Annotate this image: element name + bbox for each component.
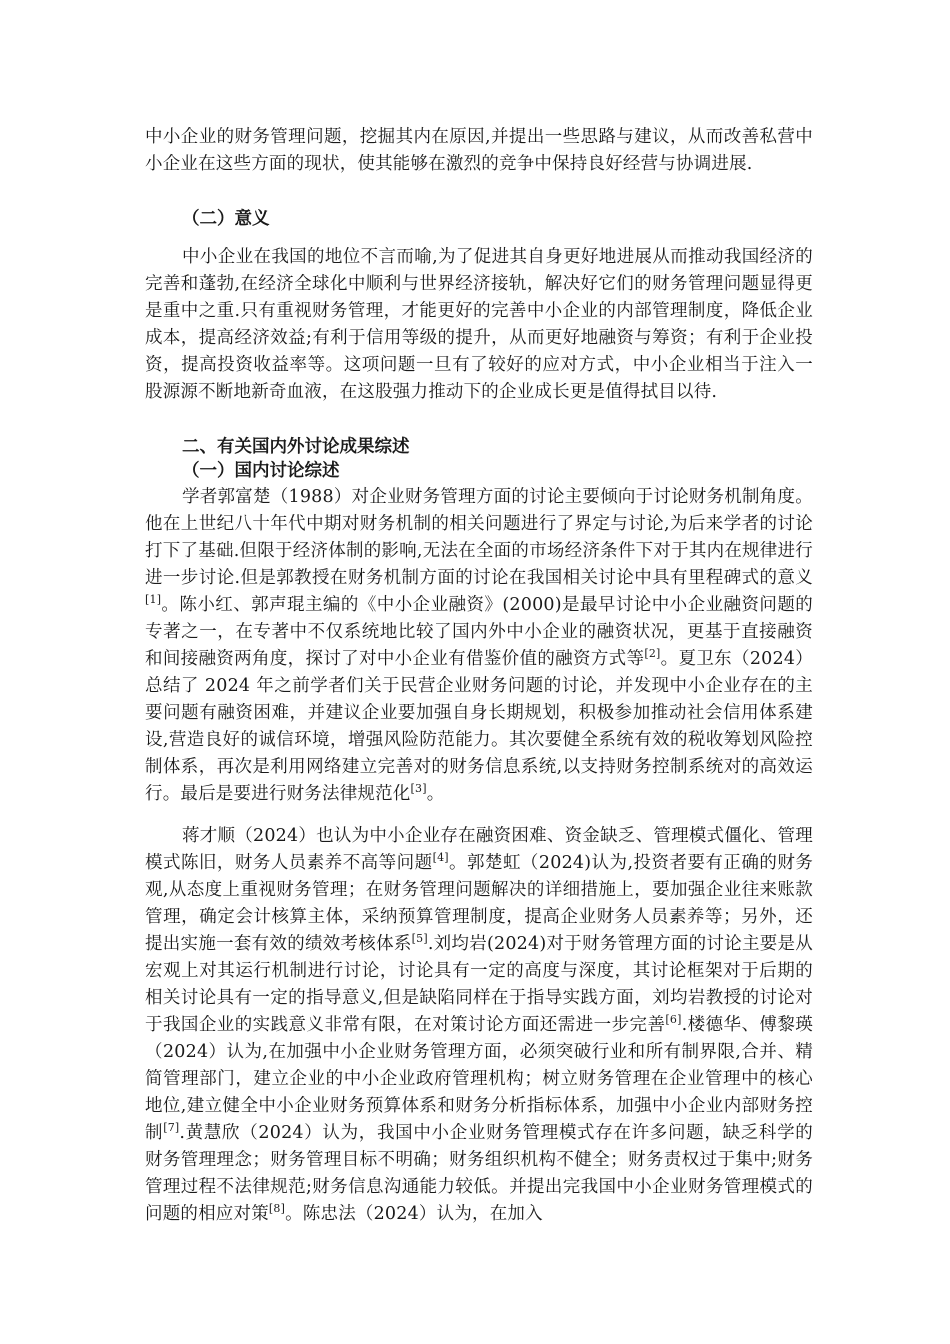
- citation-ref: [3]: [410, 782, 427, 796]
- domestic-review-paragraph-2: [145, 823, 813, 1228]
- citation-ref: [4]: [432, 851, 449, 865]
- subsection-heading-domestic: （一）国内讨论综述: [182, 461, 340, 481]
- paragraph-text: 。: [426, 784, 445, 804]
- paragraph-text: 蒋才顺（2024）也认为中小企业存在融资困难、资金缺乏、管理模式僵化、管理模式陈旧，财务人员素养不高等问题: [145, 826, 813, 873]
- paragraph-text: 。郭楚虹（2024)认为,投资者要有正确的财务观,从态度上重视财务管理；在财务管理问题解决的详细措施上，要加强企业往来账款管理，确定会计核算主体，采纳预算管理制度，提高企业财务人员素养等；另外，还提出实施一套有效的绩效考核体系: [145, 853, 813, 954]
- citation-ref: [1]: [145, 593, 162, 607]
- citation-ref: [5]: [411, 932, 428, 946]
- domestic-review-paragraph-1: [145, 484, 813, 808]
- paragraph-text: 。陈忠法（2024）认为，在加入: [285, 1204, 543, 1224]
- paragraph-text: 。夏卫东（2024）总结了 2024 年之前学者们关于民营企业财务问题的讨论，并发现中小企业存在的主要问题有融资困难，并建议企业要加强自身长期规划，积极参加推动社会信用体系建设,营造良好的诚信环境，增强风险防范能力。其次要健全系统有效的税收筹划风险控制体系，再次是利用网络建立完善对的财务信息系统,以支持财务控制系统对的高效运行。最后是要进行财务法律规范化: [145, 649, 813, 804]
- paragraph-text: .刘均岩(2024)对于财务管理方面的讨论主要是从宏观上对其运行机制进行讨论，讨论具有一定的高度与深度，其讨论框架对于后期的相关讨论具有一定的指导意义,但是缺陷同样在于指导实践方面，刘均岩教授的讨论对于我国企业的实践意义非常有限，在对策讨论方面还需进一步完善: [145, 934, 813, 1035]
- section-heading-significance: （二）意义: [182, 209, 270, 229]
- paragraph-text: .楼德华、傅黎瑛（2024）认为,在加强中小企业财务管理方面，必须突破行业和所有制界限,合并、精简管理部门，建立企业的中小企业政府管理机构；树立财务管理在企业管理中的核心地位,建立健全中小企业财务预算体系和财务分析指标体系，加强中小企业内部财务控制: [145, 1015, 813, 1143]
- citation-ref: [2]: [644, 647, 661, 661]
- significance-paragraph: 中小企业在我国的地位不言而喻,为了促进其自身更好地进展从而推动我国经济的完善和蓬勃,在经济全球化中顺利与世界经济接轨，解决好它们的财务管理问题显得更是重中之重.只有重视财务管理，才能更好的完善中小企业的内部管理制度，降低企业成本，提高经济效益;有利于信用等级的提升，从而更好地融资与筹资；有利于企业投资，提高投资收益率等。这项问题一旦有了较好的应对方式，中小企业相当于注入一股源源不断地新奇血液，在这股强力推动下的企业成长更是值得拭目以待.: [145, 247, 813, 402]
- intro-tail-paragraph: 中小企业的财务管理问题，挖掘其内在原因,并提出一些思路与建议，从而改善私营中小企业在这些方面的现状，使其能够在激烈的竞争中保持良好经营与协调进展.: [145, 127, 813, 174]
- citation-ref: [7]: [163, 1121, 180, 1135]
- citation-ref: [6]: [665, 1013, 682, 1027]
- section-heading-literature-review: 二、有关国内外讨论成果综述: [182, 437, 410, 457]
- citation-ref: [8]: [268, 1202, 286, 1216]
- paragraph-text: 。陈小红、郭声琨主编的《中小企业融资》(2000)是最早讨论中小企业融资问题的专著之一，在专著中不仅系统地比较了国内外中小企业的融资状况，更基于直接融资和间接融资两角度，探讨了对中小企业有借鉴价值的融资方式等: [145, 595, 813, 669]
- paragraph-text: 学者郭富楚（1988）对企业财务管理方面的讨论主要倾向于讨论财务机制角度。他在上世纪八十年代中期对财务机制的相关问题进行了界定与讨论,为后来学者的讨论打下了基础.但限于经济体制的影响,无法在全面的市场经济条件下对于其内在规律进行进一步讨论.但是郭教授在财务机制方面的讨论在我国相关讨论中具有里程碑式的意义: [145, 487, 813, 588]
- paragraph-text: .黄慧欣（2024）认为，我国中小企业财务管理模式存在许多问题，缺乏科学的财务管理理念；财务管理目标不明确；财务组织机构不健全；财务责权过于集中;财务管理过程不法律规范;财务信息沟通能力较低。并提出完我国中小企业财务管理模式的问题的相应对策: [145, 1123, 814, 1224]
